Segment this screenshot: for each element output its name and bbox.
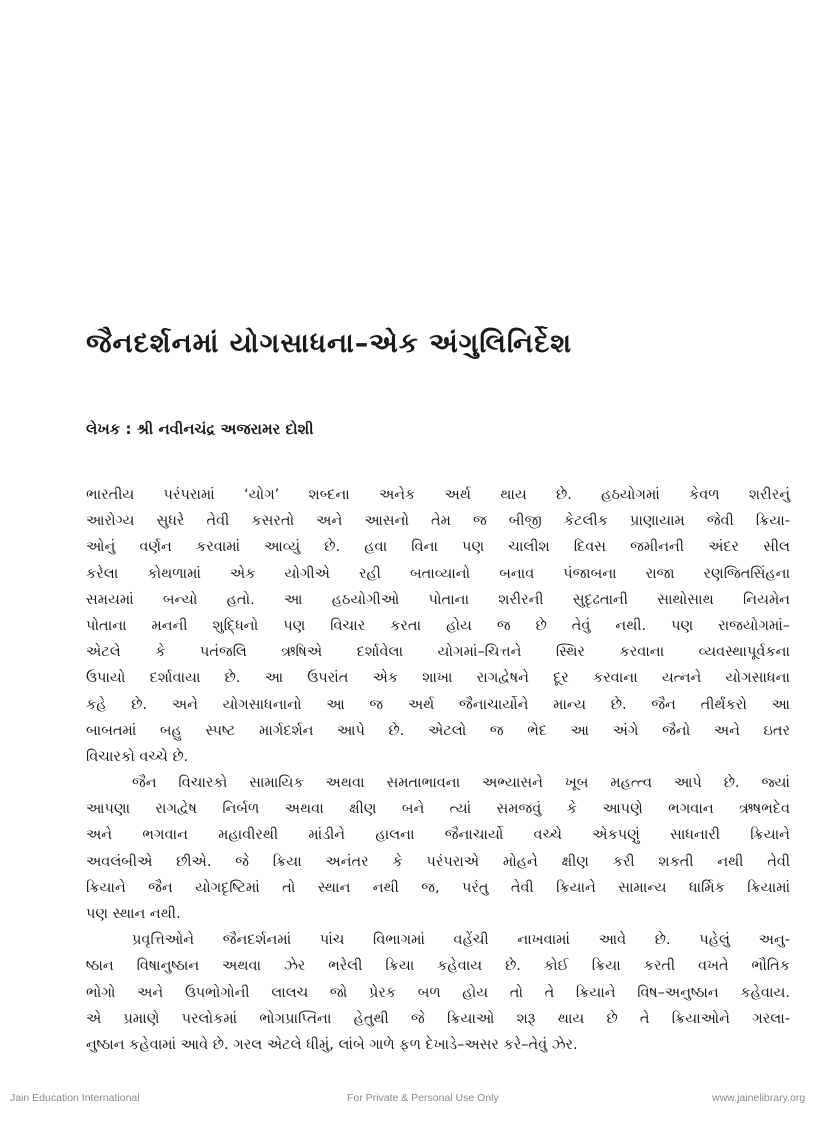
- paragraph-1-line: ઉપાયો દર્શાવાયા છે. આ ઉપરાંત એક શાખા રાગદ્વેષને દૂર કરવાના યત્નને યોગસાધના: [86, 670, 790, 687]
- paragraph-1-line: સમયમાં બન્યો હતો. આ હઠયોગીઓ પોતાના શરીરની સુદૃઢતાની સાથોસાથ નિયમેન: [86, 591, 790, 608]
- paragraph-1-line: કહે છે. અને યોગસાધનાનો આ જ અર્થ જૈનાચાર્યોને માન્ય છે. જૈન તીર્થંકરો આ: [86, 696, 790, 713]
- paragraph-2-line: આપણા રાગદ્વેષ નિર્બળ અથવા ક્ષીણ બને ત્યાં સમજવું કે આપણે ભગવાન ઋષભદેવ: [86, 801, 790, 818]
- paragraph-2-line: ક્રિયાને જૈન યોગદૃષ્ટિમાં તો સ્થાન નથી જ, પરંતુ તેવી ક્રિયાને સામાન્ય ધાર્મિક ક્રિયામાં: [86, 879, 790, 896]
- article-body: [86, 482, 790, 1058]
- paragraph-3-line: ષ્ઠાન વિષાનુષ્ઠાન અથવા ઝેર ભરેલી ક્રિયા કહેવાય છે. કોઈ ક્રિયા કરતી વખતે ભૌતિક: [86, 958, 790, 975]
- paragraph-3-line: એ પ્રમાણે પરલોકમાં ભોગપ્રાપ્તિના હેતુથી જે ક્રિયાઓ શરૂ થાય છે તે ક્રિયાઓને ગરલા-: [86, 1010, 790, 1027]
- footer-publisher: Jain Education International: [10, 1092, 140, 1104]
- paragraph-1-line: બાબતમાં બહુ સ્પષ્ટ માર્ગદર્શન આપે છે. એટલો જ ભેદ આ અંગે જૈનો અને ઇતર: [86, 722, 790, 739]
- paragraph-3-line: પ્રવૃત્તિઓને જૈનદર્શનમાં પાંચ વિભાગમાં વહેંચી નાખવામાં આવે છે. પહેલું અનુ-: [132, 932, 790, 949]
- paragraph-1-line: આરોગ્ય સુધરે તેવી કસરતો અને આસનો તેમ જ બીજી કેટલીક પ્રાણાયામ જેવી ક્રિયા-: [86, 513, 790, 530]
- paragraph-2-line: અવલંબીએ છીએ. જે ક્રિયા અનંતર કે પરંપરાએ મોહને ક્ષીણ કરી શકતી નથી તેવી: [86, 853, 790, 870]
- paragraph-1-line: એટલે કે પતંજલિ ઋષિએ દર્શાવેલા યોગમાં–ચિત્તને સ્થિર કરવાના વ્યવસ્થાપૂર્વકના: [86, 644, 790, 661]
- paragraph-2-line: જૈન વિચારકો સામાયિક અથવા સમતાભાવના અભ્યાસને ખૂબ મહત્ત્વ આપે છે. જ્યાં: [132, 775, 790, 792]
- paragraph-1-line: વિચારકો વચ્ચે છે.: [86, 748, 189, 765]
- paragraph-3-line: નુષ્ઠાન કહેવામાં આવે છે. ગરલ એટલે ધીમું, લાંબે ગાળે ફળ દેખાડે–અસર કરે–તેવું ઝેર.: [86, 1036, 578, 1053]
- paragraph-3-line: ભોગો અને ઉપભોગોની લાલચ જો પ્રેરક બળ હોય તો તે ક્રિયાને વિષ–અનુષ્ઠાન કહેવાય.: [86, 984, 790, 1001]
- paragraph-1-line: કરેલા કોથળામાં એક યોગીએ રહી બતાવ્યાનો બનાવ પંજાબના રાજા રણજિતસિંહના: [86, 565, 790, 582]
- article-author: લેખક : શ્રી નવીનચંદ્ર અજરામર દોશી: [86, 420, 314, 438]
- article-title: જૈનદર્શનમાં યોગસાધના–એક અંગુલિનિર્દેશ: [86, 328, 573, 359]
- paragraph-1-line: ઓનું વર્ણન કરવામાં આવ્યું છે. હવા વિના પણ ચાલીશ દિવસ જમીનની અંદર સીલ: [86, 539, 790, 556]
- paragraph-1-line: ભારતીય પરંપરામાં ‘યોગ’ શબ્દના અનેક અર્થ થાય છે. હઠયોગમાં કેવળ શરીરનું: [86, 487, 790, 503]
- footer-usage-note: For Private & Personal Use Only: [347, 1092, 499, 1104]
- paragraph-2-line: અને ભગવાન મહાવીરથી માંડીને હાલના જૈનાચાર્યો વચ્ચે એકપણું સાધનારી ક્રિયાને: [86, 827, 790, 844]
- paragraph-2-line: પણ સ્થાન નથી.: [86, 906, 181, 922]
- paragraph-1-line: પોતાના મનની શુદ્ધિનો પણ વિચાર કરતા હોય જ છે તેવું નથી. પણ રાજયોગમાં–: [86, 617, 790, 634]
- footer-website-link[interactable]: www.jainelibrary.org: [712, 1092, 806, 1104]
